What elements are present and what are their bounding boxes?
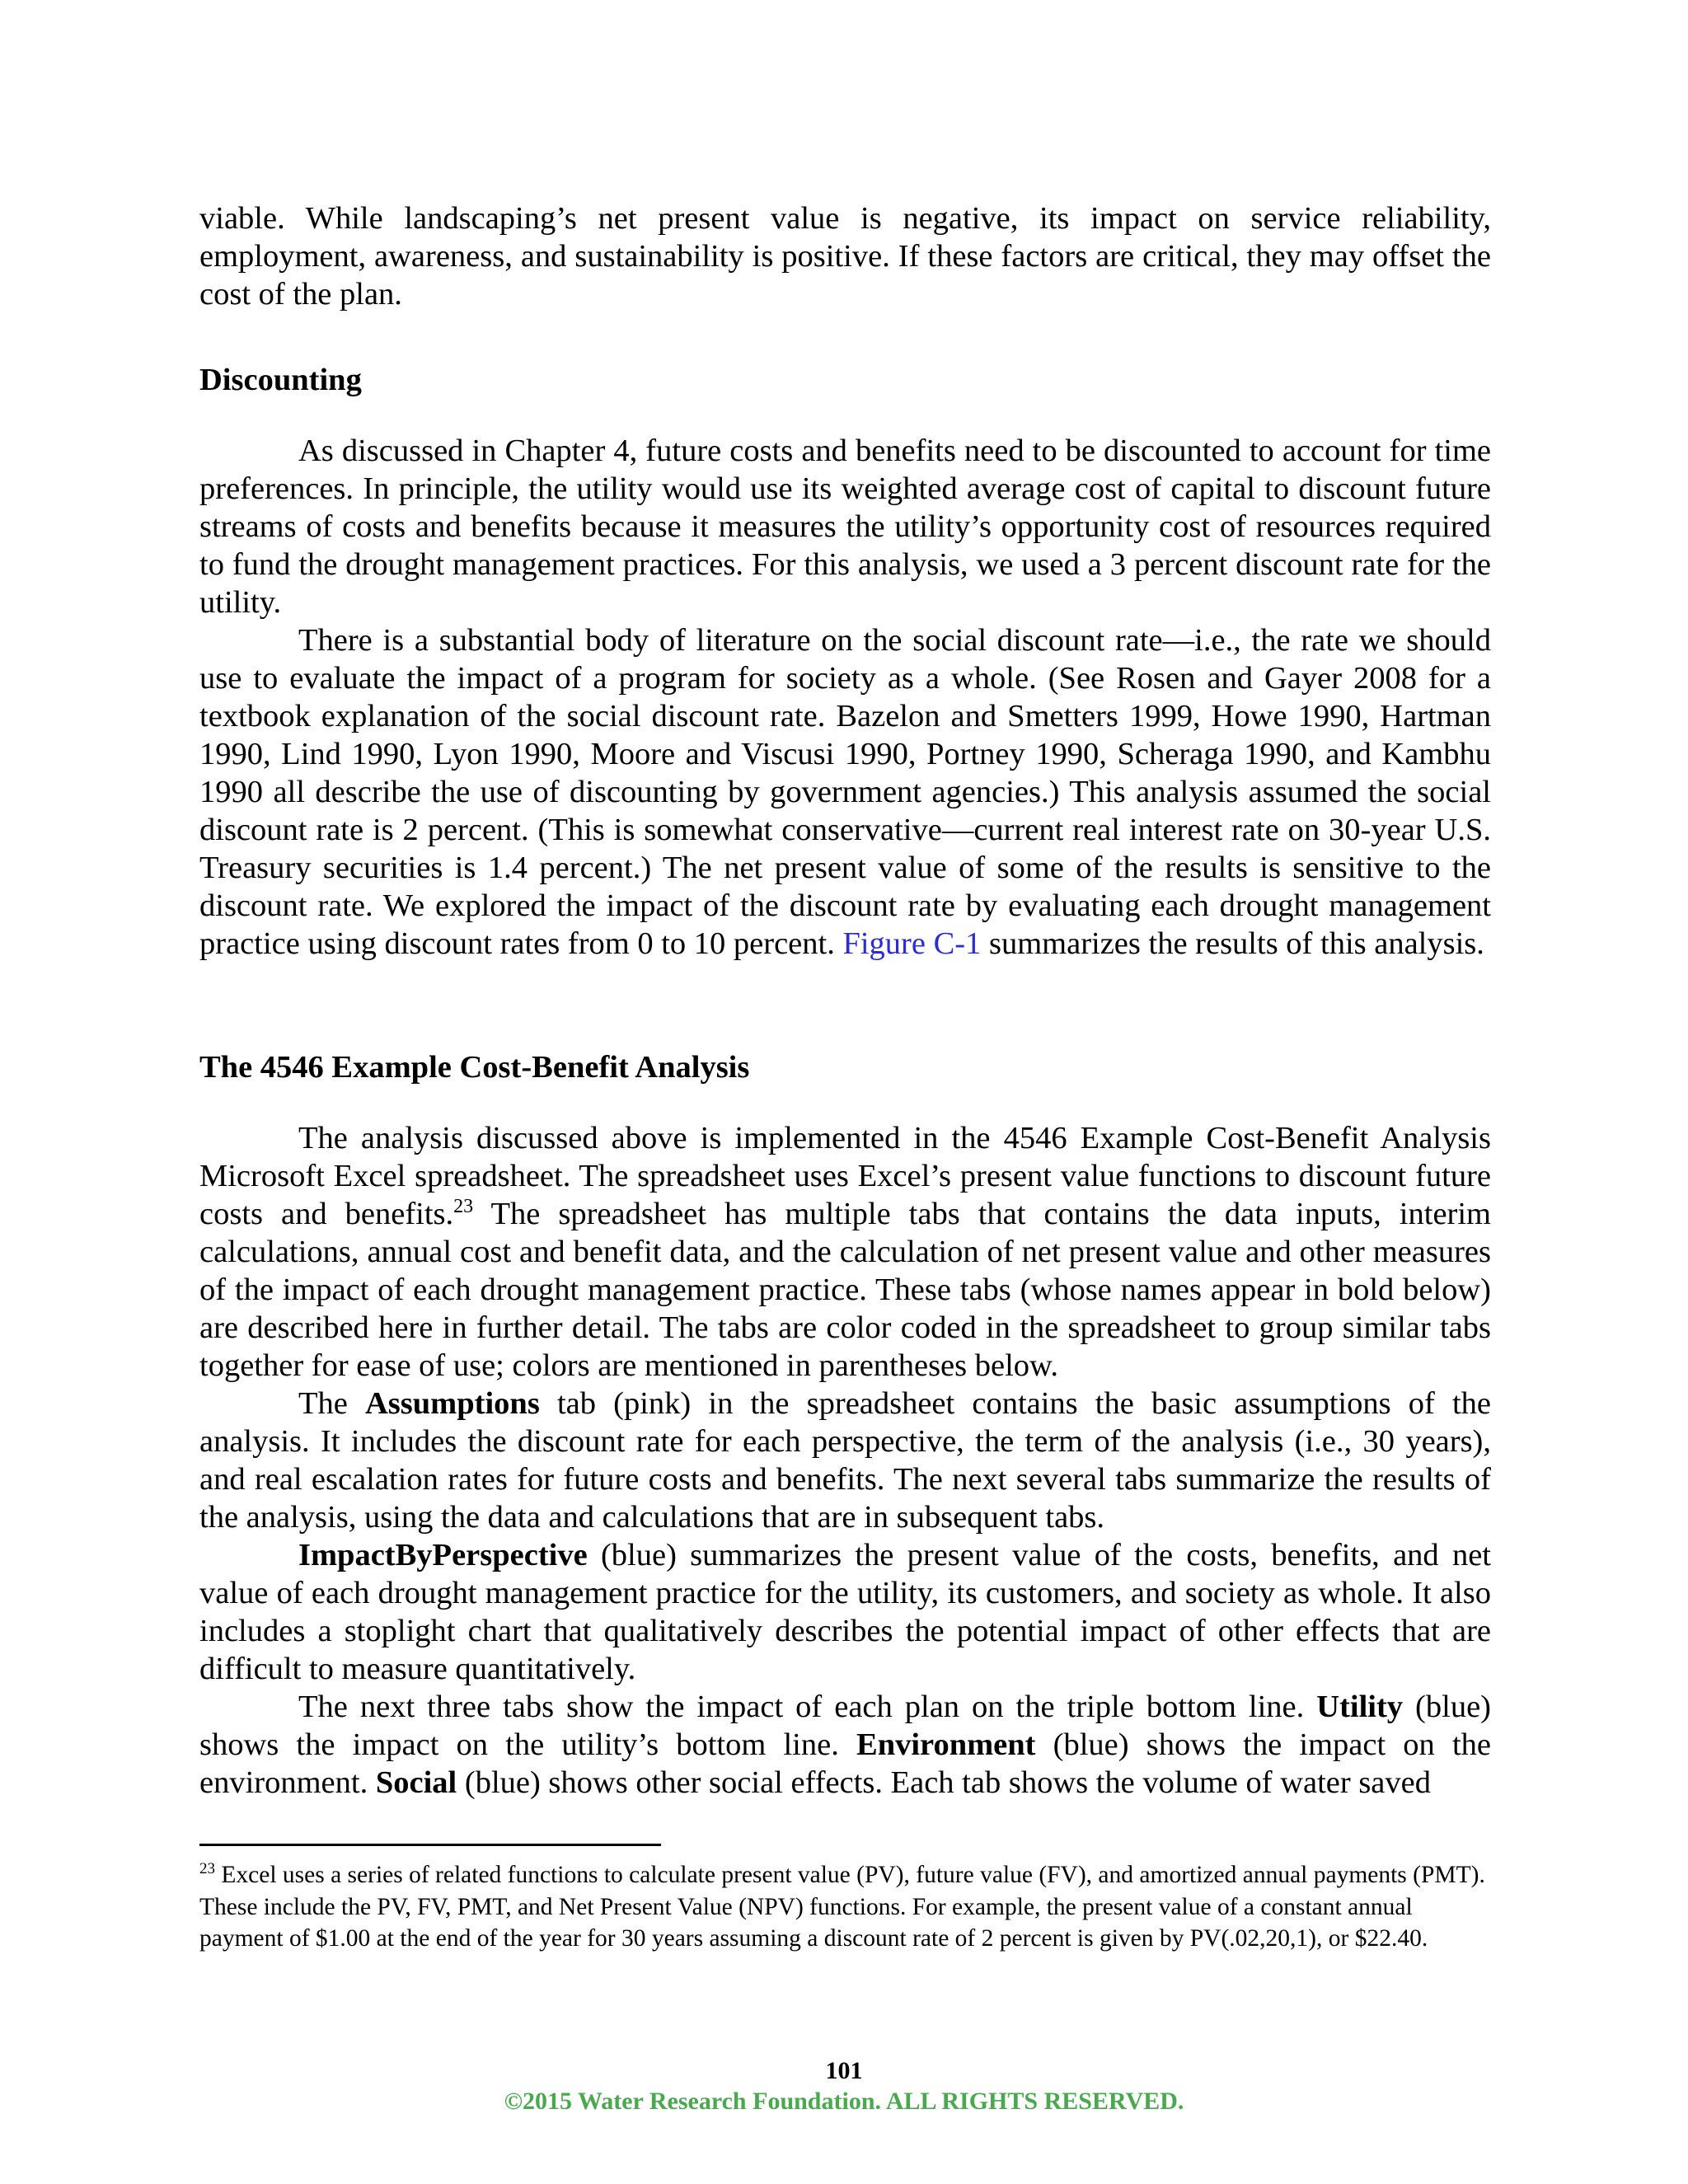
tab-name-social: Social	[375, 1765, 457, 1800]
paragraph-text: There is a substantial body of literature on the social discount rate—i.e., the rate we should use to evaluate the impact of a program for society as a whole. (See Rosen and Gayer 2008 for a textbook explanation of the social discount rate. Bazelon and Smetters 1999, Howe 1990, Hartman 1990, Lind 1990, Lyon 1990, Moore and Viscusi 1990, Portney 1990, Scheraga 1990, and Kambhu 1990 all describe the use of discounting by government agencies.) This analysis assumed the social discount rate is 2 percent. (This is somewhat conservative—current real interest rate on 30-year U.S. Treasury securities is 1.4 percent.) The net present value of some of the results is sensitive to the discount rate. We explored the impact of the discount rate by evaluating each drought management practice using discount rates from 0 to 10 percent.	[199, 623, 1491, 961]
paragraph-text: (blue) shows other social effects. Each tab shows the volume of water saved	[457, 1765, 1431, 1800]
section-heading-example-cba: The 4546 Example Cost-Benefit Analysis	[199, 1050, 750, 1085]
tab-name-environment: Environment	[856, 1727, 1036, 1762]
paragraph-text: (blue) shows the impact on the environment.	[199, 1727, 1492, 1800]
example-paragraph-impact	[199, 1536, 1491, 1688]
page-number: 101	[825, 2057, 863, 2084]
copyright-notice: ©2015 Water Research Foundation. ALL RIGHTS RESERVED.	[504, 2088, 1184, 2115]
example-paragraph-triple-bottom-line	[199, 1688, 1491, 1802]
paragraph-text: The next three tabs show the impact of each plan on the triple bottom line.	[298, 1690, 1317, 1724]
discounting-paragraph-2	[199, 621, 1491, 963]
footnote-number: 23	[199, 1860, 215, 1878]
tab-name-impactbyperspective: ImpactByPerspective	[298, 1538, 588, 1572]
paragraph-text: (blue) shows the impact on the utility’s bottom line.	[199, 1690, 1491, 1762]
section-heading-discounting: Discounting	[199, 363, 362, 397]
paragraph-text: The	[298, 1386, 365, 1421]
paragraph-text: tab (pink) in the spreadsheet contains the basic assumptions of the analysis. It includes the discount rate for each perspective, the term of the analysis (i.e., 30 years), and real escalation rates for future costs and benefits. The next several tabs summarize the results of the analysis, using the data and calculations that are in subsequent tabs.	[199, 1386, 1491, 1535]
tab-name-assumptions: Assumptions	[365, 1386, 540, 1421]
paragraph-text: The spreadsheet has multiple tabs that contains the data inputs, interim calculations, annual cost and benefit data, and the calculation of net present value and other measures of the impact of each drought management practice. These tabs (whose names appear in bold below) are described here in further detail. The tabs are color coded in the spreadsheet to group similar tabs together for ease of use; colors are mentioned in parentheses below.	[199, 1197, 1492, 1383]
example-paragraph-1	[199, 1119, 1491, 1385]
figure-c1-link[interactable]: Figure C-1	[842, 926, 982, 961]
intro-paragraph: viable. While landscaping’s net present value is negative, its impact on service reliability, employment, awareness, and sustainability is positive. If these factors are critical, they may offset the cost of the plan.	[199, 201, 1491, 312]
page-body	[199, 0, 1491, 1802]
footnote-text: Excel uses a series of related functions to calculate present value (PV), future value (FV), and amortized annual payments (PMT). These include the PV, FV, PMT, and Net Present Value (NPV) functions. For example, the present value of a constant annual payment of $1.00 at the end of the year for 30 years assuming a discount rate of 2 percent is given by PV(.02,20,1), or $22.40.	[199, 1862, 1485, 1952]
discounting-paragraph-1: As discussed in Chapter 4, future costs and benefits need to be discounted to account for time preferences. In principle, the utility would use its weighted average cost of capital to discount future streams of costs and benefits because it measures the utility’s opportunity cost of resources required to fund the drought management practices. For this analysis, we used a 3 percent discount rate for the utility.	[199, 434, 1491, 620]
footnote-separator	[199, 1844, 661, 1846]
paragraph-text: summarizes the results of this analysis.	[981, 926, 1484, 961]
tab-name-utility: Utility	[1316, 1690, 1404, 1724]
footnote-reference[interactable]: 23	[453, 1196, 474, 1218]
example-paragraph-assumptions	[199, 1385, 1491, 1536]
paragraph-text: (blue) summarizes the present value of the costs, benefits, and net value of each drought management practice for the utility, its customers, and society as whole. It also includes a stoplight chart that qualitatively describes the potential impact of other effects that are difficult to measure quantitatively.	[199, 1538, 1491, 1686]
footnote	[199, 1859, 1491, 1955]
paragraph-text: The analysis discussed above is implemented in the 4546 Example Cost-Benefit Analysis Microsoft Excel spreadsheet. The spreadsheet uses Excel’s present value functions to discount future costs and benefits.	[199, 1121, 1491, 1231]
